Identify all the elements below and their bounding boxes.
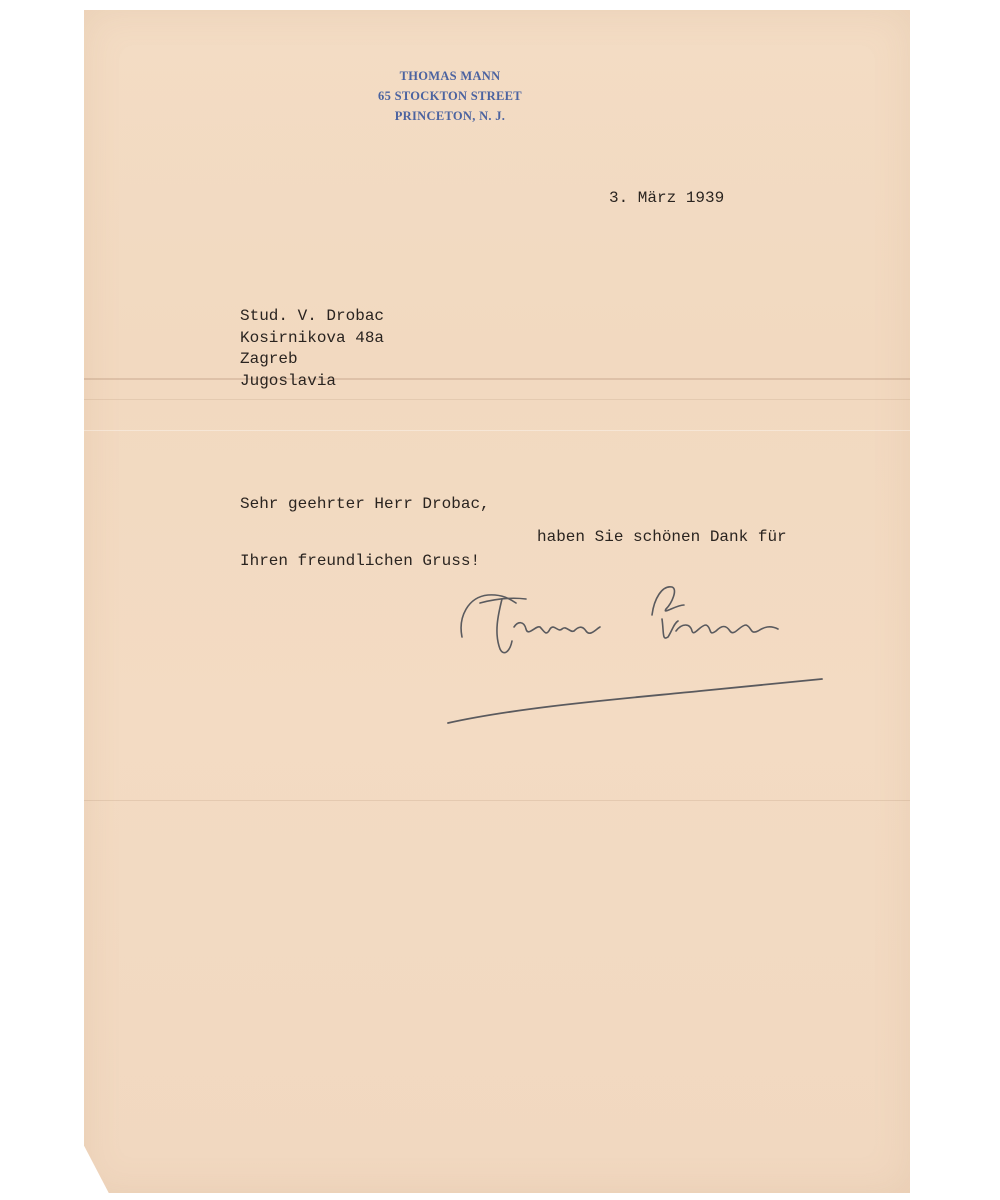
signature-stroke-m-cap — [652, 587, 684, 615]
signature-stroke-t-stem — [497, 599, 512, 653]
signature-stroke-t-bar — [480, 598, 526, 603]
fold-crease-upper-highlight — [84, 430, 910, 431]
recipient-street: Kosirnikova 48a — [240, 328, 385, 347]
letterhead — [300, 66, 600, 126]
signature-stroke-ann — [676, 625, 778, 633]
letter-date: 3. März 1939 — [609, 189, 725, 207]
recipient-address — [240, 306, 384, 392]
recipient-city: Zagreb — [240, 350, 298, 368]
body-text-line-2: Ihren freundlichen Gruss! — [240, 552, 481, 570]
signature-stroke-m-body — [662, 619, 678, 638]
recipient-name: Stud. V. Drobac — [240, 307, 385, 325]
letterhead-city: PRINCETON, N. J. — [394, 109, 506, 123]
body-text-line-1: haben Sie schönen Dank für — [537, 528, 787, 546]
fold-crease-upper — [84, 378, 910, 380]
letterhead-name: THOMAS MANN — [399, 69, 501, 83]
signature-stroke-homas — [514, 623, 600, 633]
fold-crease-upper-shadow — [84, 399, 910, 400]
handwritten-signature — [440, 575, 840, 735]
signature-underline — [448, 679, 822, 723]
salutation: Sehr geehrter Herr Drobac, — [240, 495, 490, 513]
letterhead-street: 65 STOCKTON STREET — [378, 89, 522, 103]
fold-crease-lower — [84, 800, 910, 801]
recipient-country: Jugoslavia — [240, 371, 337, 390]
